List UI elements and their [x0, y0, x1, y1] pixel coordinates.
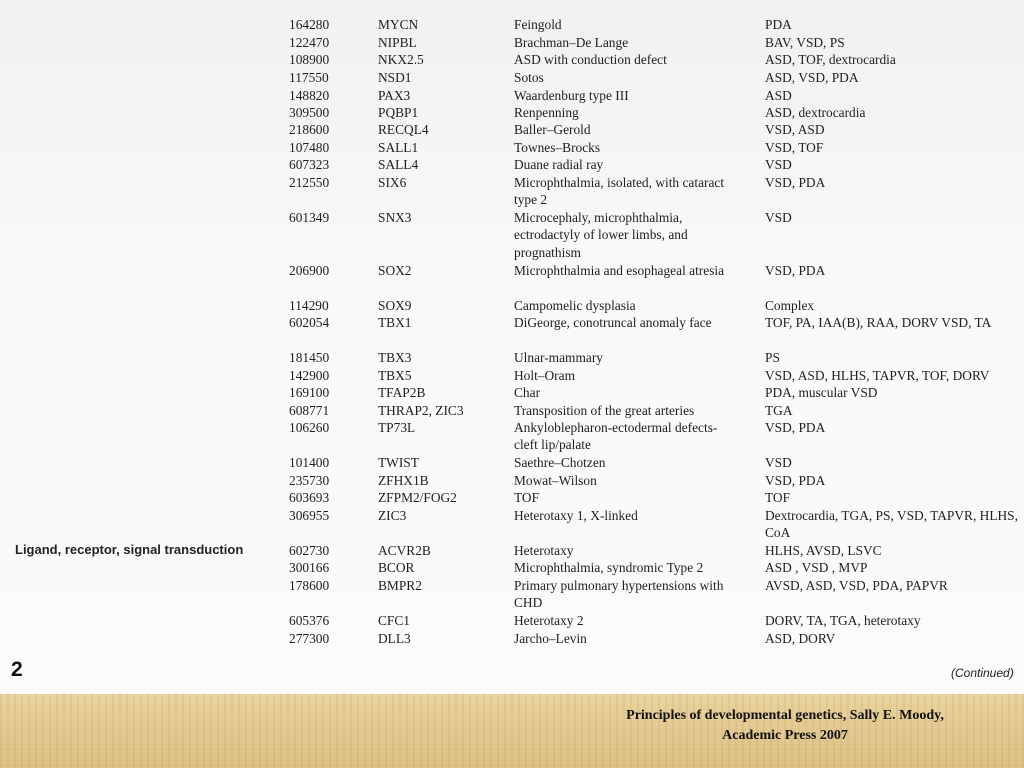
defects-cell: ASD , VSD , MVP — [765, 560, 868, 575]
table-row — [0, 51, 1024, 69]
defects-cell: ASD, VSD, PDA — [765, 70, 859, 85]
omim-cell: 300166 — [289, 560, 330, 575]
disease-cell: Holt–Oram — [514, 368, 575, 383]
gene-cell: SOX9 — [378, 298, 412, 313]
table-row — [0, 454, 1024, 472]
omim-cell: 206900 — [289, 263, 330, 278]
omim-cell: 178600 — [289, 578, 330, 593]
gene-cell: NSD1 — [378, 70, 412, 85]
table-row — [0, 139, 1024, 157]
table-row — [0, 419, 1024, 453]
disease-cell: Saethre–Chotzen — [514, 455, 606, 470]
omim-cell: 608771 — [289, 403, 330, 418]
gene-cell: SALL1 — [378, 140, 419, 155]
table-row — [0, 612, 1024, 630]
gene-cell: THRAP2, ZIC3 — [378, 403, 464, 418]
disease-cell: Transposition of the great arteries — [514, 403, 695, 418]
omim-cell: 603693 — [289, 490, 330, 505]
table-row — [0, 104, 1024, 122]
omim-cell: 164280 — [289, 17, 330, 32]
disease-cell: Jarcho–Levin — [514, 631, 587, 646]
table-row — [0, 16, 1024, 34]
defects-cell: AVSD, ASD, VSD, PDA, PAPVR — [765, 578, 948, 593]
gene-cell: PAX3 — [378, 88, 411, 103]
gene-cell: TBX3 — [378, 350, 412, 365]
disease-cell: Feingold — [514, 17, 562, 32]
omim-cell: 601349 — [289, 210, 330, 225]
defects-cell: Complex — [765, 298, 815, 313]
table-row — [0, 559, 1024, 577]
citation-line-1: Principles of developmental genetics, Sally E. Moody, — [626, 708, 944, 723]
disease-cell: Microphthalmia, isolated, with cataract type 2 — [514, 175, 725, 208]
defects-cell: VSD — [765, 157, 792, 172]
slide-page-number: 2 — [11, 658, 23, 681]
disease-cell: Heterotaxy 2 — [514, 613, 584, 628]
gene-cell: BCOR — [378, 560, 415, 575]
defects-cell: VSD — [765, 210, 792, 225]
gene-cell: ACVR2B — [378, 543, 431, 558]
omim-cell: 218600 — [289, 122, 330, 137]
disease-cell: Char — [514, 385, 541, 400]
table-row — [0, 121, 1024, 139]
table-row — [0, 367, 1024, 385]
table-row — [0, 297, 1024, 315]
table-row — [0, 577, 1024, 611]
defects-cell: ASD — [765, 88, 792, 103]
gene-cell: TP73L — [378, 420, 416, 435]
omim-cell: 602054 — [289, 315, 330, 330]
gene-cell: SOX2 — [378, 263, 412, 278]
disease-cell: TOF — [514, 490, 540, 505]
disease-cell: Heterotaxy — [514, 543, 574, 558]
table-row — [0, 262, 1024, 280]
gene-cell: TBX5 — [378, 368, 412, 383]
table-row — [0, 384, 1024, 402]
table-row — [0, 507, 1024, 541]
defects-cell: TGA — [765, 403, 793, 418]
defects-cell: VSD — [765, 455, 792, 470]
omim-cell: 114290 — [289, 298, 329, 313]
gene-cell: TFAP2B — [378, 385, 426, 400]
disease-cell: DiGeorge, conotruncal anomaly face — [514, 315, 712, 330]
disease-cell: Duane radial ray — [514, 157, 604, 172]
disease-cell: Microphthalmia and esophageal atresia — [514, 263, 725, 278]
omim-cell: 181450 — [289, 350, 330, 365]
section-label: Ligand, receptor, signal transduction — [15, 542, 244, 557]
omim-cell: 106260 — [289, 420, 330, 435]
gene-cell: RECQL4 — [378, 122, 429, 137]
citation-line-2: Academic Press 2007 — [722, 728, 848, 743]
defects-cell: ASD, TOF, dextrocardia — [765, 52, 896, 67]
defects-cell: VSD, ASD, HLHS, TAPVR, TOF, DORV — [765, 368, 990, 383]
omim-cell: 607323 — [289, 157, 330, 172]
disease-cell: Waardenburg type III — [514, 88, 629, 103]
table-row — [0, 156, 1024, 174]
table-row — [0, 174, 1024, 208]
omim-cell: 277300 — [289, 631, 330, 646]
gene-cell: ZFHX1B — [378, 473, 429, 488]
table-row — [0, 402, 1024, 420]
gene-cell: ZFPM2/FOG2 — [378, 490, 457, 505]
defects-cell: ASD, DORV — [765, 631, 836, 646]
defects-cell: VSD, ASD — [765, 122, 825, 137]
defects-cell: VSD, PDA — [765, 473, 826, 488]
continued-note: (Continued) — [951, 666, 1014, 680]
defects-cell: PDA — [765, 17, 792, 32]
defects-cell: TOF, PA, IAA(B), RAA, DORV VSD, TA — [765, 315, 992, 330]
defects-cell: VSD, PDA — [765, 175, 826, 190]
defects-cell: TOF — [765, 490, 791, 505]
gene-cell: PQBP1 — [378, 105, 419, 120]
disease-cell: Campomelic dysplasia — [514, 298, 636, 313]
defects-cell: BAV, VSD, PS — [765, 35, 845, 50]
disease-cell: Baller–Gerold — [514, 122, 591, 137]
disease-cell: Primary pulmonary hypertensions with CHD — [514, 578, 724, 611]
disease-cell: Ulnar-mammary — [514, 350, 603, 365]
omim-cell: 142900 — [289, 368, 330, 383]
defects-cell: PDA, muscular VSD — [765, 385, 878, 400]
table-row — [0, 314, 1024, 332]
omim-cell: 306955 — [289, 508, 330, 523]
disease-cell: Heterotaxy 1, X-linked — [514, 508, 638, 523]
omim-cell: 122470 — [289, 35, 330, 50]
defects-cell: PS — [765, 350, 780, 365]
defects-cell: ASD, dextrocardia — [765, 105, 866, 120]
defects-cell: HLHS, AVSD, LSVC — [765, 543, 882, 558]
disease-cell: Microphthalmia, syndromic Type 2 — [514, 560, 704, 575]
citation — [560, 706, 1010, 746]
gene-cell: DLL3 — [378, 631, 411, 646]
omim-cell: 107480 — [289, 140, 330, 155]
table-row — [0, 87, 1024, 105]
omim-cell: 108900 — [289, 52, 330, 67]
disease-cell: Brachman–De Lange — [514, 35, 629, 50]
gene-cell: BMPR2 — [378, 578, 422, 593]
defects-cell: DORV, TA, TGA, heterotaxy — [765, 613, 921, 628]
gene-cell: NIPBL — [378, 35, 417, 50]
omim-cell: 169100 — [289, 385, 330, 400]
gene-cell: ZIC3 — [378, 508, 407, 523]
omim-cell: 309500 — [289, 105, 330, 120]
omim-cell: 117550 — [289, 70, 329, 85]
table-row — [0, 349, 1024, 367]
omim-cell: 212550 — [289, 175, 330, 190]
gene-cell: CFC1 — [378, 613, 411, 628]
disease-cell: Townes–Brocks — [514, 140, 601, 155]
disease-cell: Ankyloblepharon-ectodermal defects-cleft lip/palate — [514, 420, 718, 453]
omim-cell: 101400 — [289, 455, 330, 470]
omim-cell: 602730 — [289, 543, 330, 558]
gene-cell: MYCN — [378, 17, 419, 32]
gene-cell: SALL4 — [378, 157, 419, 172]
disease-cell: Mowat–Wilson — [514, 473, 597, 488]
disease-cell: Sotos — [514, 70, 544, 85]
defects-cell: Dextrocardia, TGA, PS, VSD, TAPVR, HLHS, CoA — [765, 508, 1018, 541]
table-row — [0, 209, 1024, 260]
gene-cell: SIX6 — [378, 175, 407, 190]
gene-cell: TBX1 — [378, 315, 412, 330]
defects-cell: VSD, TOF — [765, 140, 824, 155]
table-row — [0, 472, 1024, 490]
gene-cell: SNX3 — [378, 210, 412, 225]
disease-cell: Renpenning — [514, 105, 579, 120]
gene-cell: NKX2.5 — [378, 52, 424, 67]
disease-cell: ASD with conduction defect — [514, 52, 667, 67]
omim-cell: 148820 — [289, 88, 330, 103]
omim-cell: 235730 — [289, 473, 330, 488]
defects-cell: VSD, PDA — [765, 263, 826, 278]
table-row — [0, 489, 1024, 507]
table-row — [0, 69, 1024, 87]
omim-cell: 605376 — [289, 613, 330, 628]
disease-cell: Microcephaly, microphthalmia, ectrodactyly of lower limbs, and prognathism — [514, 210, 688, 260]
gene-cell: TWIST — [378, 455, 419, 470]
table-row — [0, 34, 1024, 52]
footer-banner — [0, 694, 1024, 768]
table-row — [0, 630, 1024, 648]
defects-cell: VSD, PDA — [765, 420, 826, 435]
